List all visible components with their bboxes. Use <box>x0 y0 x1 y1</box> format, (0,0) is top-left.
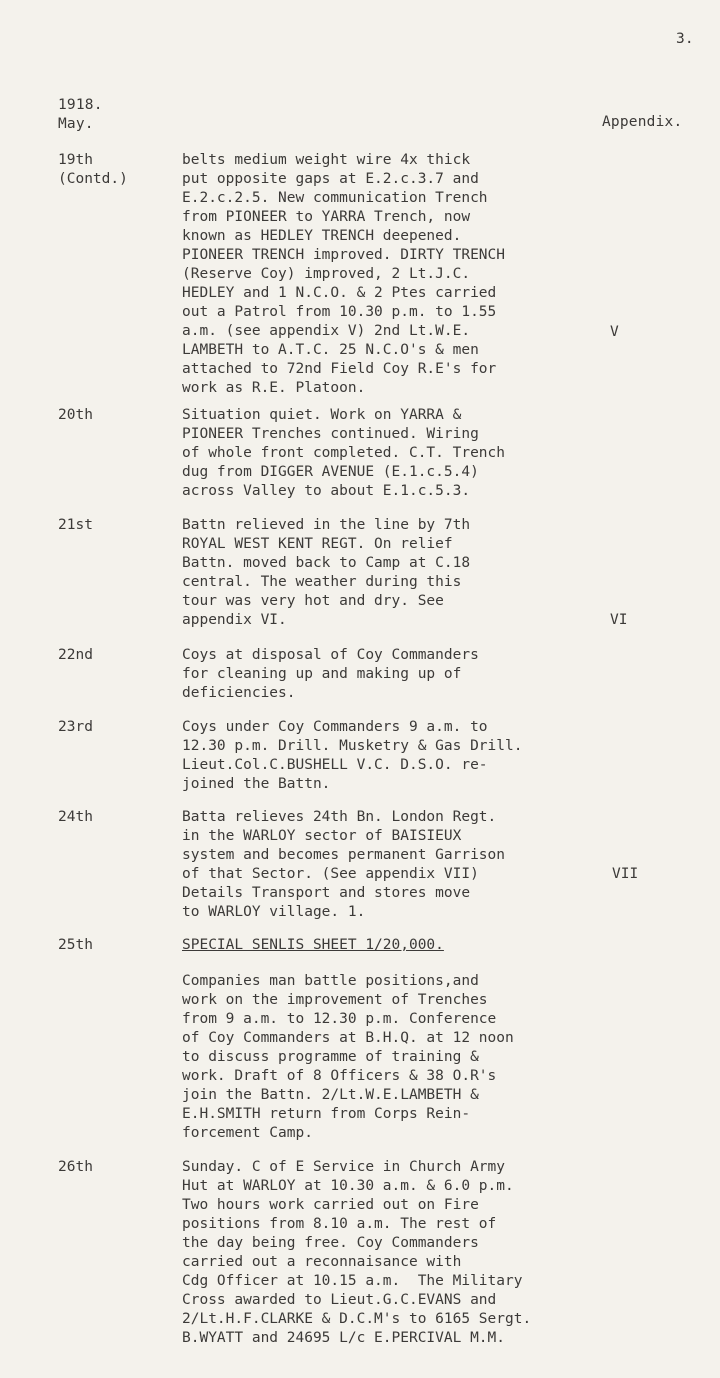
entry-heading: SPECIAL SENLIS SHEET 1/20,000. <box>182 937 444 953</box>
entry-appendix-ref: VII <box>612 866 639 882</box>
entry-date: 20th <box>58 407 93 423</box>
year: 1918. <box>58 97 103 113</box>
month: May. <box>58 116 94 132</box>
entry-text: Situation quiet. Work on YARRA & PIONEER Trenches continued. Wiring of whole front completed. C.T. Trench dug from DIGGER AVENUE (E.1.c.5.4) across Valley to about E.1.c.5.3. <box>182 407 506 499</box>
entry-date: 23rd <box>58 719 93 735</box>
entry-text: Coys at disposal of Coy Commanders for cleaning up and making up of deficiencies. <box>182 647 479 701</box>
entry-text: belts medium weight wire 4x thick put opposite gaps at E.2.c.3.7 and E.2.c.2.5. New communication Trench from PIONEER to YARRA Trench, now known as HEDLEY TRENCH deepened. PIONEER TRENCH improved. DIRTY TRENCH (Reserve Coy) improved, 2 Lt.J.C. HEDLEY and 1 N.C.O. & 2 Ptes carried out a Patrol from 10.30 p.m. to 1.55 a.m. (see appendix V) 2nd Lt.W.E. LAMBETH to A.T.C. 25 N.C.O's & men attached to 72nd Field Coy R.E's for work as R.E. Platoon. <box>182 152 506 396</box>
entry-date: 19th (Contd.) <box>58 152 128 187</box>
entry-appendix-ref: V <box>610 324 619 340</box>
entry-date: 21st <box>58 517 93 533</box>
entry-date: 25th <box>58 937 93 953</box>
entry-text: Sunday. C of E Service in Church Army Hut at WARLOY at 10.30 a.m. & 6.0 p.m. Two hours work carried out on Fire positions from 8.10 a.m. The rest of the day being free. Coy Commanders carried out a reconnaisance with Cdg Officer at 10.15 a.m. The Military Cross awarded to Lieut.G.C.EVANS and 2/Lt.H.F.CLARKE & D.C.M's to 6165 Sergt. B.WYATT and 24695 L/c E.PERCIVAL M.M. <box>182 1159 532 1346</box>
entry-text: Coys under Coy Commanders 9 a.m. to 12.30 p.m. Drill. Musketry & Gas Drill. Lieut.Col.C.BUSHELL V.C. D.S.O. re- joined the Battn. <box>182 719 523 792</box>
entry-appendix-ref: VI <box>610 612 628 628</box>
entry-date: 26th <box>58 1159 93 1175</box>
entry-text: Battn relieved in the line by 7th ROYAL WEST KENT REGT. On relief Battn. moved back to Camp at C.18 central. The weather during this tour was very hot and dry. See appendix VI. <box>182 517 471 628</box>
appendix-heading: Appendix. <box>602 114 683 130</box>
page-number: 3. <box>676 31 694 47</box>
entry-date: 22nd <box>58 647 93 663</box>
entry-text: Companies man battle positions,and work on the improvement of Trenches from 9 a.m. to 12.30 p.m. Conference of Coy Commanders at B.H.Q. at 12 noon to discuss programme of training & work. Draft of 8 Officers & 38 O.R's join the Battn. 2/Lt.W.E.LAMBETH & E.H.SMITH return from Corps Rein- forcement Camp. <box>182 973 514 1141</box>
entry-text: Batta relieves 24th Bn. London Regt. in the WARLOY sector of BAISIEUX system and becomes permanent Garrison of that Sector. (See appendix VII) Details Transport and stores move to WARLOY village. 1. <box>182 809 506 920</box>
entry-date: 24th <box>58 809 93 825</box>
